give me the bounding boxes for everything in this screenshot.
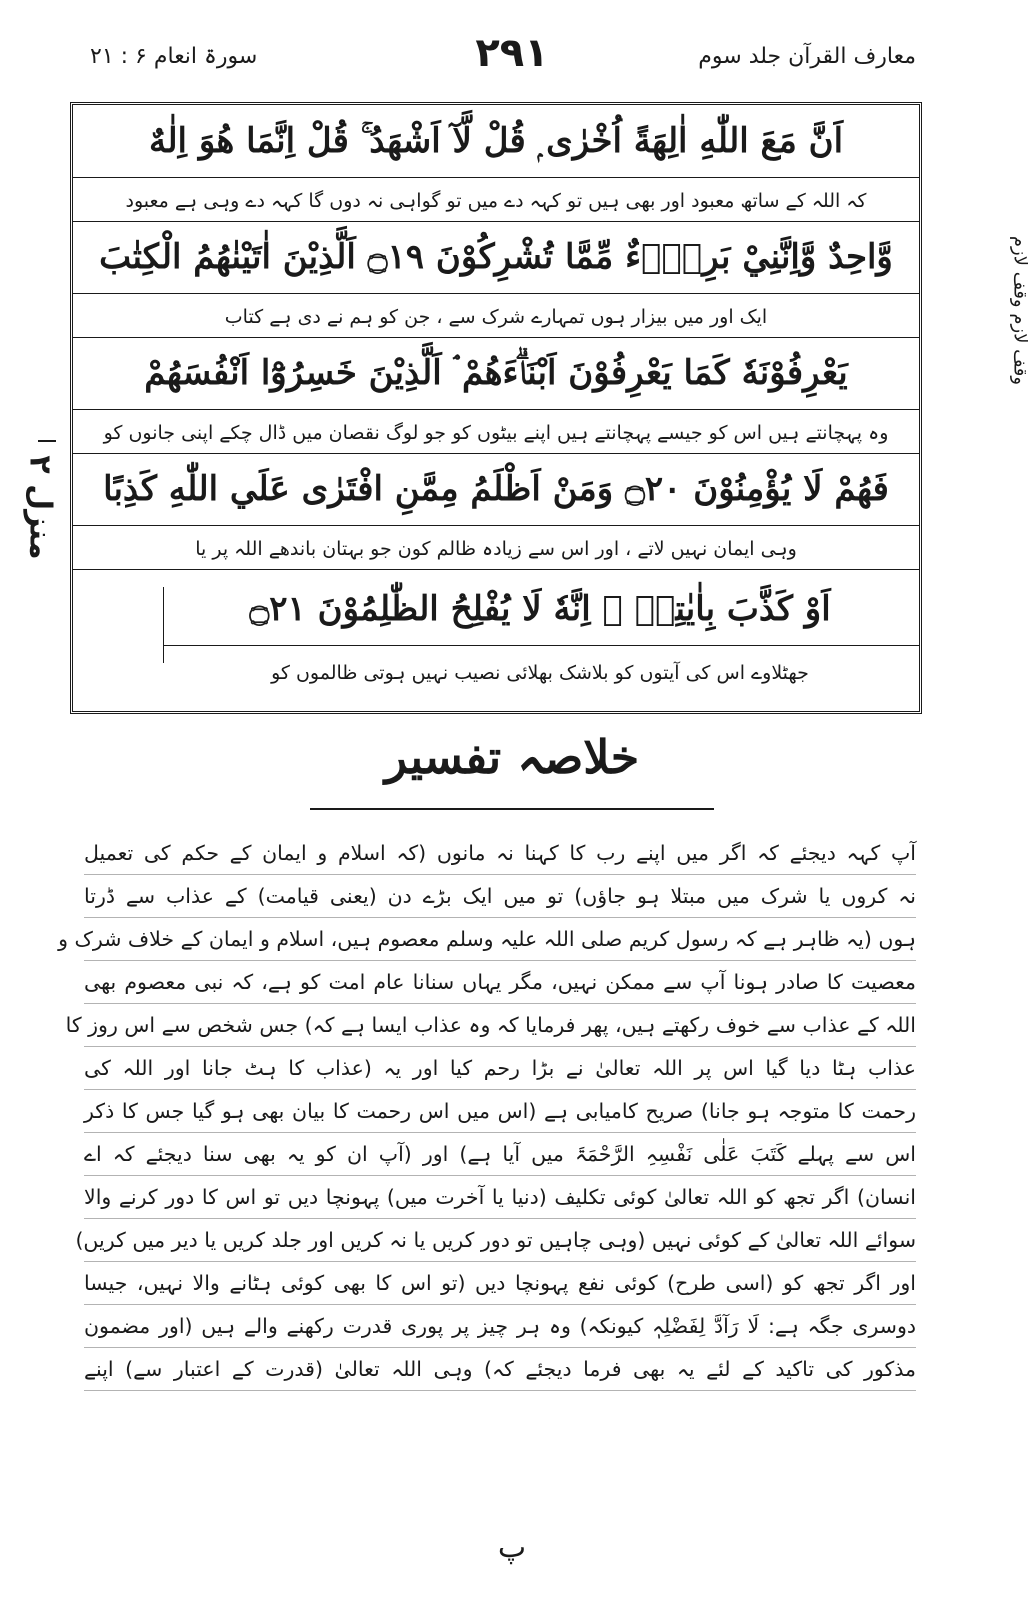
verse-translation: وہ پہچانتے ہیں اس کو جیسے پہچانتے ہیں اپنے بیٹوں کو جو لوگ نقصان میں ڈال چکے اپنی جانوں کو [103, 422, 889, 444]
commentary-line: ہوں (یہ ظاہر ہے کہ رسول کریم صلی اللہ علیہ وسلم معصوم ہیں، اسلام و ایمان کے خلاف شرک و [84, 918, 916, 961]
divider [73, 453, 919, 454]
commentary-line: عذاب ہٹا دیا گیا اس پر اللہ تعالیٰ نے بڑا رحم کیا اور یہ (عذاب کا ہٹ جانا اور اللہ کی [84, 1047, 916, 1090]
margin-tick [38, 440, 56, 442]
verse-arabic: فَهُمْ لَا يُؤْمِنُوْنَ ۝۲۰ وَمَنْ اَظْلَمُ مِمَّنِ افْتَرٰى عَلَي اللّٰهِ كَذِبًا [103, 469, 889, 509]
column-divider [163, 587, 164, 663]
verse-translation: کہ اللہ کے ساتھ معبود اور بھی ہیں تو کہہ دے میں تو گواہی نہ دوں گا کہہ دے وہی ہے معبود [125, 190, 867, 212]
verse-arabic: يَعْرِفُوْنَهٗ كَمَا يَعْرِفُوْنَ اَبْنَاۗءَهُمْ ۘ اَلَّذِيْنَ خَسِرُوْٓا اَنْفُسَهُمْ [144, 353, 848, 393]
commentary-line: نہ کروں یا شرک میں مبتلا ہو جاؤں) تو میں ایک بڑے دن (یعنی قیامت) کے عذاب سے ڈرتا [84, 875, 916, 918]
right-margin-note: وقف لازم وقف لازم [1009, 235, 1031, 386]
divider [73, 177, 919, 178]
page-number: ۲۹۱ [475, 30, 549, 76]
commentary-line: سوائے اللہ تعالیٰ کے کوئی نہیں (وہی چاہیں تو دور کریں یا نہ کریں اور جلد کریں یا دیر میں کریں) [84, 1219, 916, 1262]
commentary-line: اور اگر تجھ کو (اسی طرح) کوئی نفع پہونچا دیں (تو اس کا بھی کوئی ہٹانے والا نہیں، جیسا [84, 1262, 916, 1305]
commentary-line: انسان) اگر تجھ کو اللہ تعالیٰ کوئی تکلیف (دنیا یا آخرت میں) پہونچا دیں تو اس کا دور کرنے والا [84, 1176, 916, 1219]
surah-reference: سورۃ انعام ۶ : ۲۱ [90, 44, 258, 69]
verse-translation: وہی ایمان نہیں لاتے ، اور اس سے زیادہ ظالم کون جو بہتان باندھے اللہ پر یا [195, 538, 797, 560]
divider [73, 525, 919, 526]
commentary-line: رحمت کا متوجہ ہو جانا) صریح کامیابی ہے (اس میں اس رحمت کا بیان بھی ہو گیا جس کا ذکر [84, 1090, 916, 1133]
footer-mark: پ [497, 1530, 527, 1565]
divider [163, 645, 919, 646]
divider [73, 569, 919, 570]
verse-arabic: وَّاحِدٌ وَّاِنَّنِيْ بَرِيْۗءٌ مِّمَّا تُشْرِكُوْنَ ۝۱۹ اَلَّذِيْنَ اٰتَيْنٰهُمُ الْكِتٰبَ [99, 237, 893, 277]
verse-translation: ایک اور میں بیزار ہوں تمہارے شرک سے ، جن کو ہم نے دی ہے کتاب [224, 306, 768, 328]
verse-arabic: اَنَّ مَعَ اللّٰهِ اٰلِهَةً اُخْرٰى ۭ قُلْ لَّآ اَشْهَدُ ۚ قُلْ اِنَّمَا هُوَ اِلٰهٌ [148, 121, 844, 161]
heading-underline [310, 808, 714, 810]
verse-arabic: اَوْ كَذَّبَ بِاٰيٰتِهٖ ۭ اِنَّهٗ لَا يُفْلِحُ الظّٰلِمُوْنَ ۝۲۱ [249, 589, 831, 629]
commentary-line: اس سے پہلے کَتَبَ عَلٰی نَفْسِہِ الرَّحْمَۃَ میں آیا ہے) اور (آپ ان کو یہ بھی سنا دیجئے کہ اے [84, 1133, 916, 1176]
divider [73, 337, 919, 338]
commentary-line: معصیت کا صادر ہونا آپ سے ممکن نہیں، مگر یہاں سنانا عام امت کو ہے، کہ نبی معصوم بھی [84, 961, 916, 1004]
commentary-line: مذکور کی تاکید کے لئے یہ بھی فرما دیجئے کہ) وہی اللہ تعالیٰ (قدرت کے اعتبار سے) اپنے [84, 1348, 916, 1391]
verse-translation: جھٹلاوے اس کی آیتوں کو بلاشک بھلائی نصیب نہیں ہوتی ظالموں کو [271, 662, 809, 684]
section-heading: خلاصہ تفسیر [384, 730, 640, 784]
left-margin-manzil: منزل ۲ [22, 455, 58, 560]
commentary-text [58, 832, 916, 1391]
divider [73, 293, 919, 294]
book-title: معارف القرآن جلد سوم [698, 44, 916, 69]
commentary-line: اللہ کے عذاب سے خوف رکھتے ہیں، پھر فرمایا کہ وہ عذاب ایسا ہے کہ) جس شخص سے اس روز کا [84, 1004, 916, 1047]
commentary-line: دوسری جگہ ہے: لَا رَآدَّ لِفَضْلِہٖ کیونکہ) وہ ہر چیز پر پوری قدرت رکھنے والے ہیں (اور مضمون [84, 1305, 916, 1348]
divider [73, 221, 919, 222]
commentary-line: آپ کہہ دیجئے کہ اگر میں اپنے رب کا کہنا نہ مانوں (کہ اسلام و ایمان کے حکم کی تعمیل [84, 832, 916, 875]
verse-frame [70, 102, 922, 714]
divider [73, 409, 919, 410]
